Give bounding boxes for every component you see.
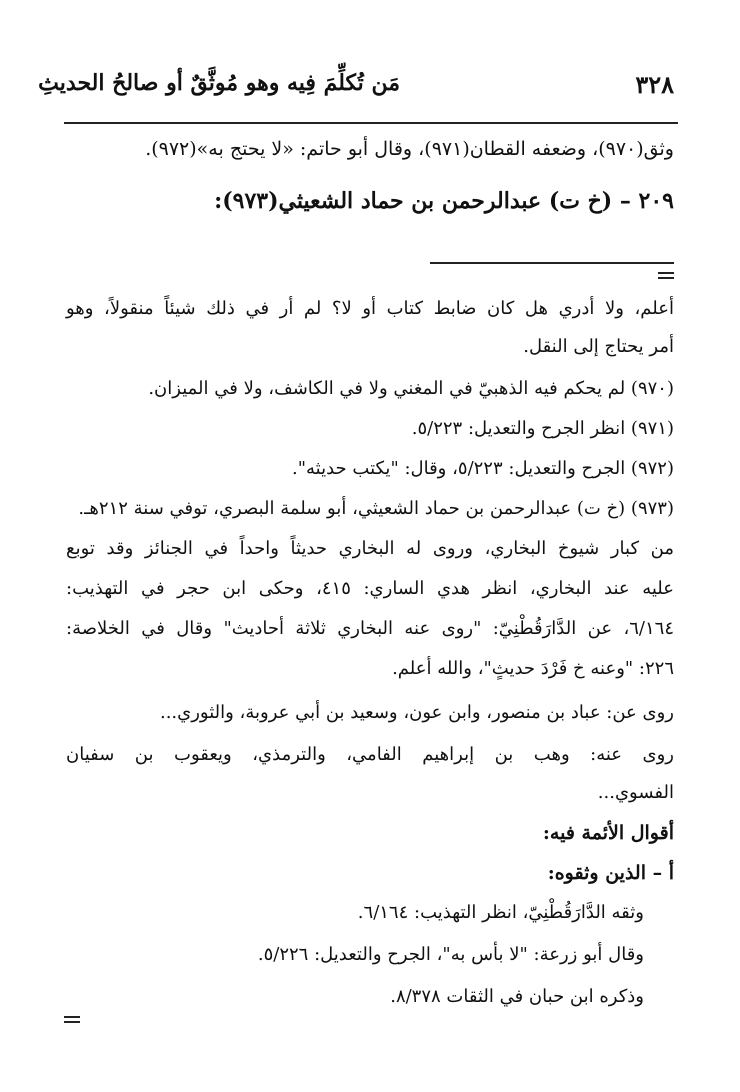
quote-line: وذكره ابن حبان في الثقات ٨/٣٧٨. [390,986,644,1007]
footnote-970: (٩٧٠) لم يحكم فيه الذهبيّ في المغني ولا في الكاشف، ولا في الميزان. [148,378,674,399]
narrated-by-line: روى عنه: وهب بن إبراهيم الفامي، والترمذي، ويعقوب بن سفيان [66,744,674,765]
section-heading-trusted: أ – الذين وثقوه: [547,862,674,884]
page-continuation-mark [64,1016,80,1023]
footnote-continuation-line: أمر يحتاج إلى النقل. [523,336,674,357]
entry-heading: ٢٠٩ – (خ ت) عبدالرحمن بن حماد الشعيثي(٩٧٣): [214,188,674,214]
header-rule [64,122,678,124]
body-text-line: وثق(٩٧٠)، وضعفه القطان(٩٧١)، وقال أبو حاتم: «لا يحتج به»(٩٧٢). [145,138,674,160]
footnote-973-line: عليه عند البخاري، انظر هدي الساري: ٤١٥، وحكى ابن حجر في التهذيب: [66,578,675,599]
footnote-973: (٩٧٣) (خ ت) عبدالرحمن بن حماد الشعيثي، أبو سلمة البصري، توفي سنة ٢١٢هـ. [78,498,674,519]
quote-line: وقال أبو زرعة: "لا بأس به"، الجرح والتعديل: ٥/٢٢٦. [257,944,644,965]
footnote-971: (٩٧١) انظر الجرح والتعديل: ٥/٢٢٣. [411,418,674,439]
footnote-separator [430,262,674,264]
footnote-973-line: ٦/١٦٤، عن الدَّارَقُطْنِيّ: "روى عنه البخاري ثلاثة أحاديث" وقال في الخلاصة: [66,618,674,639]
footnote-973-line: من كبار شيوخ البخاري، وروى له البخاري حديثاً واحداً في الجنائز وقد توبع [66,538,674,559]
narrated-from-line: روى عن: عباد بن منصور، وابن عون، وسعيد بن أبي عروبة، والثوري... [159,702,674,723]
quote-line: وثقه الدَّارَقُطْنِيّ، انظر التهذيب: ٦/١٦٤. [357,902,644,923]
footnote-continuation-mark [658,272,674,279]
running-header-title: مَن تُكلِّمَ فِيه وهو مُوثَّقٌ أو صالحُ الحديثِ [38,70,400,96]
footnote-continuation-line: أعلم، ولا أدري هل كان ضابط كتاب أو لا؟ لم أر في ذلك شيئاً منقولاً، وهو [66,298,674,319]
footnote-972: (٩٧٢) الجرح والتعديل: ٥/٢٢٣، وقال: "يكتب حديثه". [292,458,674,479]
narrated-by-line: الفسوي... [597,782,674,803]
imams-sayings-heading: أقوال الأئمة فيه: [542,822,674,844]
footnote-973-line: ٢٢٦: "وعنه خ فَرْدَ حديثٍ"، والله أعلم. [392,658,674,679]
page-number: ٣٢٨ [635,70,674,99]
